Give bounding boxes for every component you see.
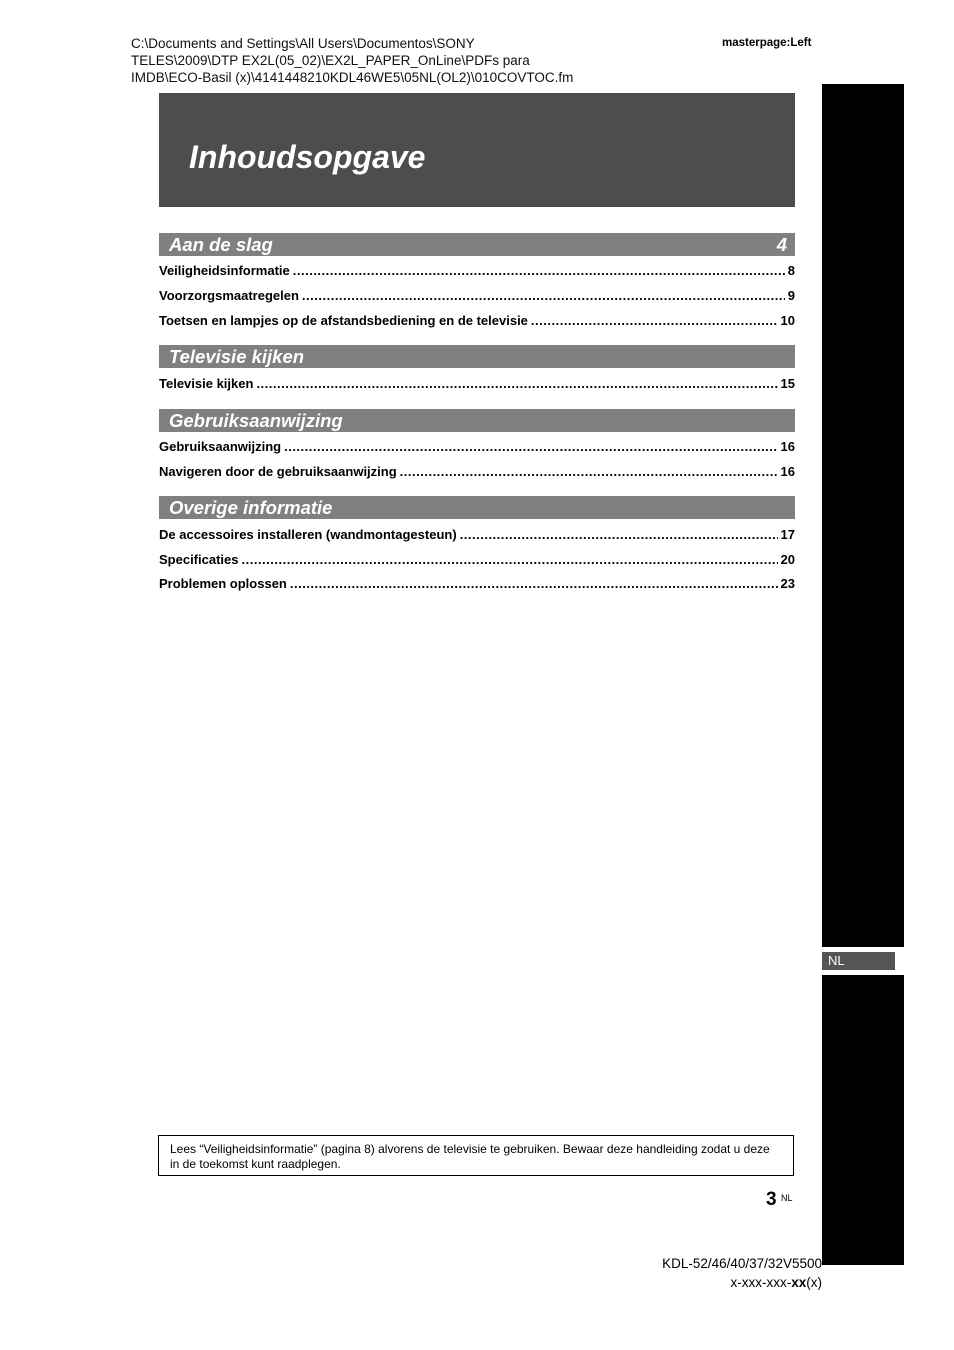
toc-entry-page: 8 bbox=[787, 263, 795, 278]
file-path-header bbox=[131, 35, 691, 86]
toc-entry[interactable] bbox=[159, 463, 795, 481]
page-language-suffix: NL bbox=[781, 1193, 793, 1203]
toc-entry-page: 17 bbox=[780, 527, 795, 542]
file-path-line: TELES\2009\DTP EX2L(05_02)\EX2L_PAPER_OnLine\PDFs para bbox=[131, 53, 530, 68]
toc-entry-page: 20 bbox=[780, 552, 795, 567]
toc-entry-page: 15 bbox=[780, 376, 795, 391]
section-label: Televisie kijken bbox=[169, 346, 305, 367]
dot-leader bbox=[256, 375, 777, 393]
dot-leader bbox=[293, 262, 785, 280]
code-suffix: (x) bbox=[806, 1275, 822, 1290]
file-path-line: C:\Documents and Settings\All Users\Documentos\SONY bbox=[131, 36, 475, 51]
dot-leader bbox=[400, 463, 778, 481]
toc-entry[interactable] bbox=[159, 526, 795, 544]
file-path-line: IMDB\ECO-Basil (x)\4141448210KDL46WE5\05NL(OL2)\010COVTOC.fm bbox=[131, 70, 574, 85]
section-label: Gebruiksaanwijzing bbox=[169, 410, 343, 431]
section-page: 4 bbox=[776, 234, 787, 255]
section-header-televisie-kijken[interactable] bbox=[159, 345, 795, 368]
page-number: 3 bbox=[766, 1189, 777, 1210]
side-thumb-tab-lower bbox=[822, 975, 904, 1265]
toc-entry[interactable] bbox=[159, 287, 795, 305]
dot-leader bbox=[290, 575, 778, 593]
toc-entry[interactable] bbox=[159, 262, 795, 280]
section-header-aan-de-slag[interactable] bbox=[159, 233, 795, 256]
toc-entry[interactable] bbox=[159, 438, 795, 456]
toc-entry-page: 16 bbox=[780, 464, 795, 479]
toc-entry[interactable] bbox=[159, 551, 795, 569]
toc-entry-title: Voorzorgsmaatregelen bbox=[159, 288, 299, 303]
section-label: Overige informatie bbox=[169, 497, 333, 518]
toc-entry-title: Toetsen en lampjes op de afstandsbediening en de televisie bbox=[159, 313, 528, 328]
language-tab bbox=[822, 952, 895, 970]
section-label: Aan de slag bbox=[169, 234, 273, 255]
toc-entry[interactable] bbox=[159, 375, 795, 393]
safety-note: Lees “Veiligheidsinformatie” (pagina 8) alvorens de televisie te gebruiken. Bewaar deze handleiding zodat u deze in de toekomst kunt raadplegen. bbox=[158, 1135, 794, 1176]
toc-entry-title: Veiligheidsinformatie bbox=[159, 263, 290, 278]
page-title: Inhoudsopgave bbox=[189, 139, 426, 175]
dot-leader bbox=[302, 287, 785, 305]
masterpage-label: masterpage:Left bbox=[722, 37, 812, 49]
code-bold: xx bbox=[791, 1275, 807, 1290]
toc-entry-title: De accessoires installeren (wandmontagesteun) bbox=[159, 527, 457, 542]
document-code bbox=[730, 1274, 822, 1292]
toc-entry[interactable] bbox=[159, 312, 795, 330]
toc-entry[interactable] bbox=[159, 575, 795, 593]
toc-entry-title: Problemen oplossen bbox=[159, 576, 287, 591]
side-thumb-tab bbox=[822, 84, 904, 947]
toc-entry-title: Televisie kijken bbox=[159, 376, 254, 391]
toc-entry-page: 23 bbox=[780, 576, 795, 591]
toc-entry-title: Gebruiksaanwijzing bbox=[159, 439, 282, 454]
title-banner bbox=[159, 93, 795, 207]
dot-leader bbox=[284, 438, 777, 456]
toc-entry-title: Specificaties bbox=[159, 552, 239, 567]
toc-entry-page: 16 bbox=[780, 439, 795, 454]
dot-leader bbox=[531, 312, 778, 330]
dot-leader bbox=[460, 526, 778, 544]
language-label: NL bbox=[828, 953, 845, 968]
section-header-gebruiksaanwijzing[interactable] bbox=[159, 409, 795, 432]
toc-entry-title: Navigeren door de gebruiksaanwijzing bbox=[159, 464, 397, 479]
toc-entry-page: 9 bbox=[787, 288, 795, 303]
code-prefix: x-xxx-xxx- bbox=[730, 1275, 792, 1290]
dot-leader bbox=[242, 551, 778, 569]
toc-entry-page: 10 bbox=[780, 313, 795, 328]
model-number: KDL-52/46/40/37/32V5500 bbox=[662, 1256, 822, 1271]
section-header-overige-informatie[interactable] bbox=[159, 496, 795, 519]
